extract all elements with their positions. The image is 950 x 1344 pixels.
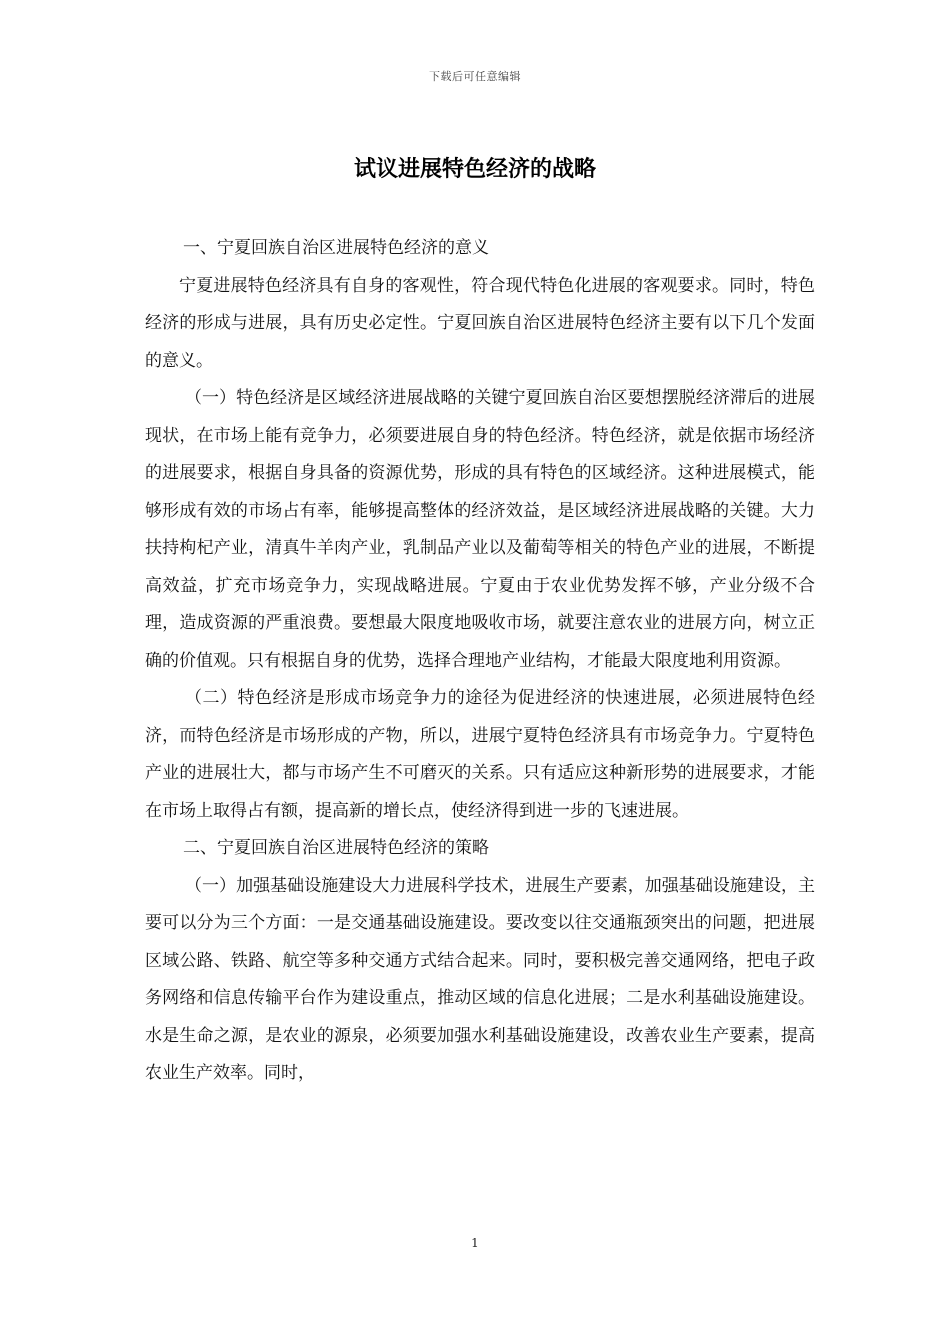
- section-heading-1: 一、宁夏回族自治区进展特色经济的意义: [183, 238, 489, 258]
- page-number: 1: [471, 1236, 479, 1250]
- document-title: 试议进展特色经济的战略: [353, 156, 596, 182]
- paragraph-intro: 宁夏进展特色经济具有自身的客观性，符合现代特色化进展的客观要求。同时，特色经济的形成与进展，具有历史必定性。宁夏回族自治区进展特色经济主要有以下几个发面的意义。: [145, 275, 815, 371]
- header-note: 下载后可任意编辑: [429, 70, 521, 83]
- section-heading-2: 二、宁夏回族自治区进展特色经济的策略: [183, 838, 489, 858]
- paragraph-strategy-1: （一）加强基础设施建设大力进展科学技术，进展生产要素，加强基础设施建设，主要可以分为三个方面：一是交通基础设施建设。要改变以往交通瓶颈突出的问题，把进展区域公路、铁路、航空等多种交通方式结合起来。同时，要积极完善交通网络，把电子政务网络和信息传输平台作为建设重点，推动区域的信息化进展；二是水利基础设施建设。水是生命之源，是农业的源泉，必须要加强水利基础设施建设，改善农业生产要素，提高农业生产效率。同时，: [145, 875, 815, 1083]
- paragraph-point-1: （一）特色经济是区域经济进展战略的关键宁夏回族自治区要想摆脱经济滞后的进展现状，在市场上能有竞争力，必须要进展自身的特色经济。特色经济，就是依据市场经济的进展要求，根据自身具备的资源优势，形成的具有特色的区域经济。这种进展模式，能够形成有效的市场占有率，能够提高整体的经济效益，是区域经济进展战略的关键。大力扶持枸杞产业，清真牛羊肉产业，乳制品产业以及葡萄等相关的特色产业的进展，不断提高效益，扩充市场竞争力，实现战略进展。宁夏由于农业优势发挥不够，产业分级不合理，造成资源的严重浪费。要想最大限度地吸收市场，就要注意农业的进展方向，树立正确的价值观。只有根据自身的优势，选择合理地产业结构，才能最大限度地利用资源。: [145, 388, 815, 671]
- document-body: [145, 230, 815, 1093]
- paragraph-point-2: （二）特色经济是形成市场竞争力的途径为促进经济的快速进展，必须进展特色经济，而特色经济是市场形成的产物，所以，进展宁夏特色经济具有市场竞争力。宁夏特色产业的进展壮大，都与市场产生不可磨灭的关系。只有适应这种新形势的进展要求，才能在市场上取得占有额，提高新的增长点，使经济得到进一步的飞速进展。: [145, 688, 815, 821]
